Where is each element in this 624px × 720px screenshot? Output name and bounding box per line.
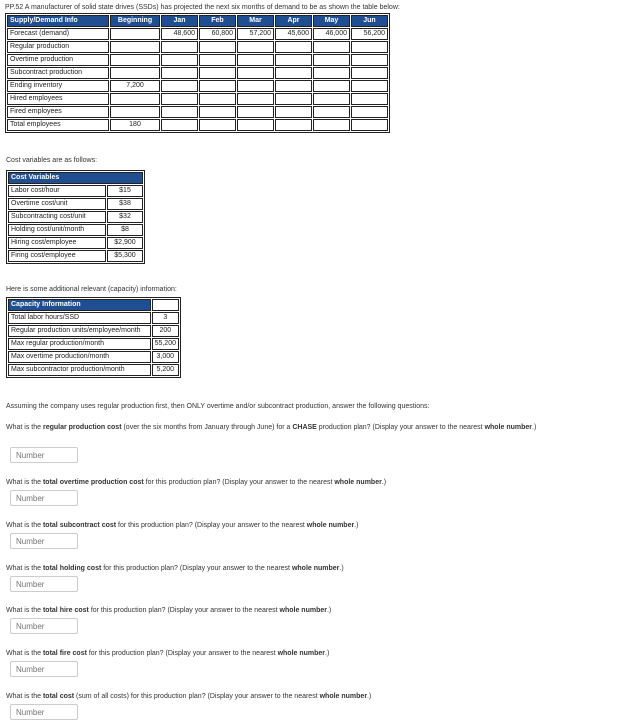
answer-input[interactable] — [10, 447, 78, 463]
capacity-table-row — [8, 351, 179, 363]
question-emphasis: whole number — [319, 693, 368, 700]
capacity-intro: Here is some additional relevant (capacity) information: — [6, 286, 177, 293]
supply-cell — [275, 93, 312, 105]
cost-row-label: Holding cost/unit/month — [8, 224, 106, 236]
capacity-row-label: Max subcontractor production/month — [8, 364, 151, 376]
supply-cell — [351, 106, 388, 118]
supply-table-row — [7, 41, 388, 53]
answer-input[interactable] — [10, 618, 78, 634]
supply-cell — [199, 93, 236, 105]
cost-row-label: Overtime cost/unit — [8, 198, 106, 210]
supply-cell — [351, 80, 388, 92]
question-emphasis: whole number — [334, 479, 382, 486]
supply-header-cell: Beginning — [110, 15, 160, 27]
supply-cell — [161, 41, 198, 53]
supply-cell — [110, 28, 160, 40]
cost-row-label: Hiring cost/employee — [8, 237, 106, 249]
question-fragment: .) — [339, 565, 344, 572]
question-emphasis: total fire cost — [42, 650, 87, 657]
supply-cell — [161, 54, 198, 66]
supply-table-row — [7, 28, 388, 40]
question-emphasis: total cost — [42, 693, 75, 700]
question-fragment: production plan? (Display your answer to the nearest — [316, 424, 485, 431]
problem-intro: PP.52 A manufacturer of solid state drives (SSDs) has projected the next six months of demand to be as shown the table below: — [5, 4, 400, 11]
supply-cell — [237, 119, 274, 131]
question-fragment: .) — [532, 424, 537, 431]
supply-cell — [161, 80, 198, 92]
supply-cell — [313, 67, 350, 79]
capacity-row-label: Regular production units/employee/month — [8, 325, 151, 337]
question-emphasis: whole number — [279, 607, 327, 614]
cost-row-value: $38 — [107, 198, 143, 210]
cost-row-value: $5,300 — [107, 250, 143, 262]
supply-cell — [275, 41, 312, 53]
capacity-header-spacer — [152, 299, 179, 311]
supply-cell — [351, 119, 388, 131]
question-emphasis: regular production cost — [42, 424, 122, 431]
supply-row-label: Ending inventory — [7, 80, 109, 92]
cost-row-label: Firing cost/employee — [8, 250, 106, 262]
supply-cell: 57,200 — [237, 28, 274, 40]
question-fragment: What is the — [6, 522, 43, 529]
supply-row-label: Forecast (demand) — [7, 28, 109, 40]
capacity-table-row — [8, 325, 179, 337]
cost-table-row — [8, 211, 143, 223]
cost-table-header: Cost Variables — [8, 172, 143, 184]
capacity-table-row — [8, 338, 179, 350]
supply-row-label: Fired employees — [7, 106, 109, 118]
question-fragment: (over the six months from January through June) for a — [121, 424, 293, 431]
supply-cell — [199, 67, 236, 79]
question-fragment: (sum of all costs) for this production plan? (Display your answer to the nearest — [74, 693, 320, 700]
supply-row-label: Regular production — [7, 41, 109, 53]
supply-table-row — [7, 80, 388, 92]
question-fragment: for this production plan? (Display your answer to the nearest — [88, 607, 280, 614]
supply-cell — [161, 119, 198, 131]
supply-cell: 180 — [110, 119, 160, 131]
question-fragment: .) — [381, 479, 387, 486]
supply-row-label: Hired employees — [7, 93, 109, 105]
cost-row-label: Labor cost/hour — [8, 185, 106, 197]
supply-cell — [110, 54, 160, 66]
supply-cell — [161, 67, 198, 79]
question-fragment: What is the — [6, 424, 43, 431]
question-text — [6, 649, 566, 658]
supply-cell — [313, 41, 350, 53]
cost-row-value: $8 — [107, 224, 143, 236]
question-fragment: for this production plan? (Display your answer to the nearest — [143, 479, 335, 486]
answer-input[interactable] — [10, 661, 78, 677]
cost-table-row — [8, 250, 143, 262]
cost-row-label: Subcontracting cost/unit — [8, 211, 106, 223]
capacity-row-label: Total labor hours/SSD — [8, 312, 151, 324]
supply-cell — [237, 67, 274, 79]
supply-header-cell: Mar — [237, 15, 274, 27]
question-emphasis: total holding cost — [42, 565, 102, 572]
question-fragment: .) — [325, 650, 330, 657]
question-text — [6, 692, 566, 701]
supply-cell — [199, 80, 236, 92]
question-fragment: .) — [354, 522, 359, 529]
answer-input[interactable] — [10, 704, 78, 720]
supply-cell — [275, 80, 312, 92]
supply-cell — [275, 67, 312, 79]
question-fragment: for this production plan? (Display your answer to the nearest — [101, 565, 292, 572]
question-fragment: What is the — [6, 607, 43, 614]
supply-cell — [110, 93, 160, 105]
supply-table-header-row — [7, 15, 388, 27]
supply-cell — [313, 119, 350, 131]
capacity-row-value: 200 — [152, 325, 179, 337]
capacity-row-value: 3 — [152, 312, 179, 324]
cost-table-row — [8, 237, 143, 249]
supply-cell — [351, 54, 388, 66]
supply-cell — [275, 54, 312, 66]
supply-cell — [313, 93, 350, 105]
answer-input[interactable] — [10, 576, 78, 592]
capacity-table-header: Capacity Information — [8, 299, 151, 311]
supply-cell — [275, 106, 312, 118]
supply-row-label: Subcontract production — [7, 67, 109, 79]
supply-header-cell: Feb — [199, 15, 236, 27]
supply-header-cell: Jan — [161, 15, 198, 27]
question-emphasis: CHASE — [292, 424, 317, 431]
supply-table-row — [7, 67, 388, 79]
supply-cell — [110, 106, 160, 118]
supply-header-cell: May — [313, 15, 350, 27]
supply-cell — [313, 54, 350, 66]
cost-variables-table — [6, 170, 145, 264]
question-emphasis: whole number — [277, 650, 326, 657]
supply-cell — [237, 41, 274, 53]
supply-cell — [275, 119, 312, 131]
supply-cell — [237, 106, 274, 118]
answer-input[interactable] — [10, 490, 78, 506]
supply-cell — [237, 80, 274, 92]
supply-cell: 46,000 — [313, 28, 350, 40]
supply-table-row — [7, 106, 388, 118]
supply-table-row — [7, 93, 388, 105]
cost-row-value: $15 — [107, 185, 143, 197]
supply-cell — [161, 106, 198, 118]
question-emphasis: total subcontract cost — [42, 522, 117, 529]
question-fragment: What is the — [6, 479, 43, 486]
question-text — [6, 564, 566, 573]
capacity-row-label: Max regular production/month — [8, 338, 151, 350]
supply-cell: 60,800 — [199, 28, 236, 40]
cost-row-value: $2,900 — [107, 237, 143, 249]
supply-cell: 7,200 — [110, 80, 160, 92]
supply-header-cell: Jun — [351, 15, 388, 27]
supply-cell — [199, 54, 236, 66]
cost-table-row — [8, 224, 143, 236]
question-emphasis: total hire cost — [42, 607, 89, 614]
supply-cell — [351, 93, 388, 105]
cost-intro: Cost variables are as follows: — [6, 157, 98, 164]
supply-cell: 56,200 — [351, 28, 388, 40]
question-emphasis: total overtime production cost — [42, 479, 144, 486]
cost-table-row — [8, 198, 143, 210]
supply-header-cell: Supply/Demand Info — [7, 15, 109, 27]
question-emphasis: whole number — [484, 424, 533, 431]
supply-cell — [351, 67, 388, 79]
question-fragment: .) — [367, 693, 372, 700]
supply-cell — [351, 41, 388, 53]
question-fragment: What is the — [6, 693, 43, 700]
capacity-row-value: 55,200 — [152, 338, 179, 350]
capacity-table-row — [8, 312, 179, 324]
cost-table-row — [8, 185, 143, 197]
supply-cell: 48,600 — [161, 28, 198, 40]
supply-table-row — [7, 119, 388, 131]
question-text — [6, 521, 566, 530]
supply-row-label: Overtime production — [7, 54, 109, 66]
assumption-text: Assuming the company uses regular production first, then ONLY overtime and/or subcontract production, answer the following questions: — [6, 403, 430, 410]
supply-cell — [110, 67, 160, 79]
capacity-table-row — [8, 364, 179, 376]
supply-cell — [313, 106, 350, 118]
question-fragment: for this production plan? (Display your answer to the nearest — [86, 650, 278, 657]
capacity-row-value: 5,200 — [152, 364, 179, 376]
question-text — [6, 423, 566, 432]
supply-cell — [237, 54, 274, 66]
answer-input[interactable] — [10, 533, 78, 549]
supply-cell — [237, 93, 274, 105]
supply-cell — [199, 119, 236, 131]
capacity-information-table — [6, 297, 181, 378]
supply-cell: 45,600 — [275, 28, 312, 40]
capacity-row-value: 3,000 — [152, 351, 179, 363]
supply-table-row — [7, 54, 388, 66]
question-emphasis: whole number — [306, 522, 355, 529]
question-fragment: for this production plan? (Display your answer to the nearest — [116, 522, 307, 529]
supply-cell — [199, 106, 236, 118]
question-text — [6, 606, 566, 615]
supply-header-cell: Apr — [275, 15, 312, 27]
question-fragment: .) — [326, 607, 332, 614]
capacity-row-label: Max overtime production/month — [8, 351, 151, 363]
cost-row-value: $32 — [107, 211, 143, 223]
question-fragment: What is the — [6, 565, 43, 572]
supply-cell — [110, 41, 160, 53]
question-emphasis: whole number — [291, 565, 340, 572]
question-fragment: What is the — [6, 650, 43, 657]
supply-cell — [161, 93, 198, 105]
supply-cell — [199, 41, 236, 53]
supply-demand-table — [5, 13, 390, 133]
supply-row-label: Total employees — [7, 119, 109, 131]
question-text — [6, 478, 566, 487]
supply-cell — [313, 80, 350, 92]
